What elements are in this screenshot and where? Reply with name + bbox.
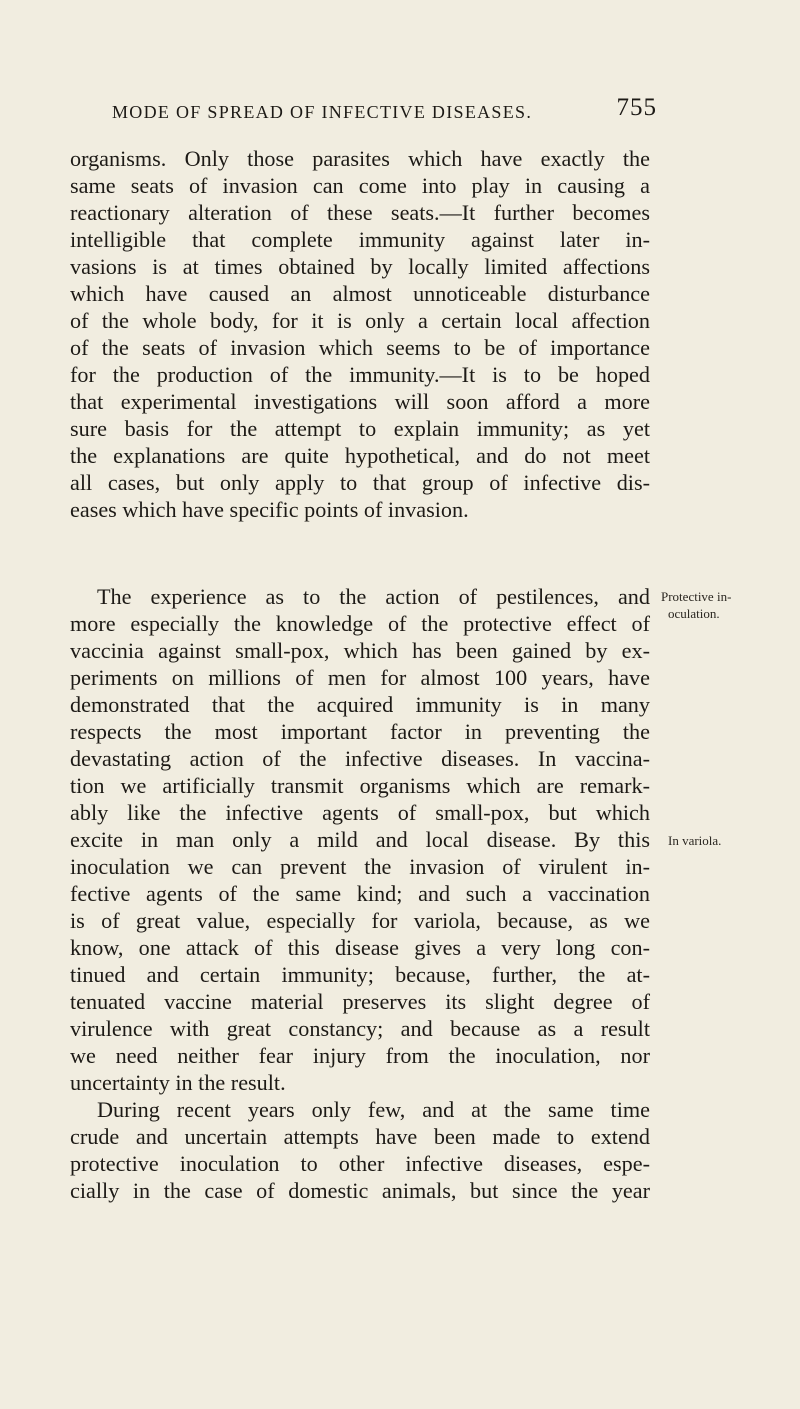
body-line: crude and uncertain attempts have been made to extend: [70, 1124, 650, 1149]
body-line: that experimental investigations will soon afford a more: [70, 389, 650, 414]
body-line: more especially the knowledge of the protective effect of: [70, 611, 650, 636]
running-head: [112, 94, 657, 126]
body-line: intelligible that complete immunity against later in-: [70, 227, 650, 252]
body-line: virulence with great constancy; and because as a result: [70, 1016, 650, 1041]
body-line: is of great value, especially for variola, because, as we: [70, 908, 650, 933]
body-line: excite in man only a mild and local disease. By this: [70, 827, 650, 852]
body-line: all cases, but only apply to that group of infective dis-: [70, 470, 650, 495]
body-line: of the seats of invasion which seems to be of importance: [70, 335, 650, 360]
body-line: reactionary alteration of these seats.—It further becomes: [70, 200, 650, 225]
margin-note-protective: Protective in-: [661, 589, 732, 604]
body-line: for the production of the immunity.—It is to be hoped: [70, 362, 650, 387]
body-line: The experience as to the action of pestilences, and: [97, 584, 650, 609]
body-line: organisms. Only those parasites which have exactly the: [70, 146, 650, 171]
running-title: MODE OF SPREAD OF INFECTIVE DISEASES.: [112, 102, 533, 122]
body-line: respects the most important factor in preventing the: [70, 719, 650, 744]
body-line: eases which have specific points of invasion.: [70, 497, 469, 522]
body-line: devastating action of the infective diseases. In vaccina-: [70, 746, 650, 771]
body-line: which have caused an almost unnoticeable disturbance: [70, 281, 650, 306]
body-line: of the whole body, for it is only a certain local affection: [70, 308, 650, 333]
body-line: inoculation we can prevent the invasion of virulent in-: [70, 854, 650, 879]
body-line: tion we artificially transmit organisms which are remark-: [70, 773, 650, 798]
body-line: know, one attack of this disease gives a very long con-: [70, 935, 650, 960]
body-line: ably like the infective agents of small-pox, but which: [70, 800, 650, 825]
body-line: sure basis for the attempt to explain immunity; as yet: [70, 416, 650, 441]
body-line: uncertainty in the result.: [70, 1070, 286, 1095]
body-line: vaccinia against small-pox, which has been gained by ex-: [70, 638, 650, 663]
body-line: During recent years only few, and at the same time: [97, 1097, 650, 1122]
body-line: fective agents of the same kind; and such a vaccination: [70, 881, 650, 906]
body-line: tenuated vaccine material preserves its slight degree of: [70, 989, 650, 1014]
body-line: cially in the case of domestic animals, but since the year: [70, 1178, 650, 1203]
body-line: we need neither fear injury from the inoculation, nor: [70, 1043, 650, 1068]
body-line: same seats of invasion can come into play in causing a: [70, 173, 650, 198]
page-number: 755: [616, 94, 657, 121]
body-line: vasions is at times obtained by locally limited affections: [70, 254, 650, 279]
body-line: periments on millions of men for almost 100 years, have: [70, 665, 650, 690]
body-line: the explanations are quite hypothetical, and do not meet: [70, 443, 650, 468]
body-line: demonstrated that the acquired immunity is in many: [70, 692, 650, 717]
body-line: tinued and certain immunity; because, further, the at-: [70, 962, 650, 987]
body-line: protective inoculation to other infective diseases, espe-: [70, 1151, 650, 1176]
margin-note-variola: In variola.: [668, 833, 722, 848]
margin-note-protective-cont: oculation.: [668, 606, 720, 621]
